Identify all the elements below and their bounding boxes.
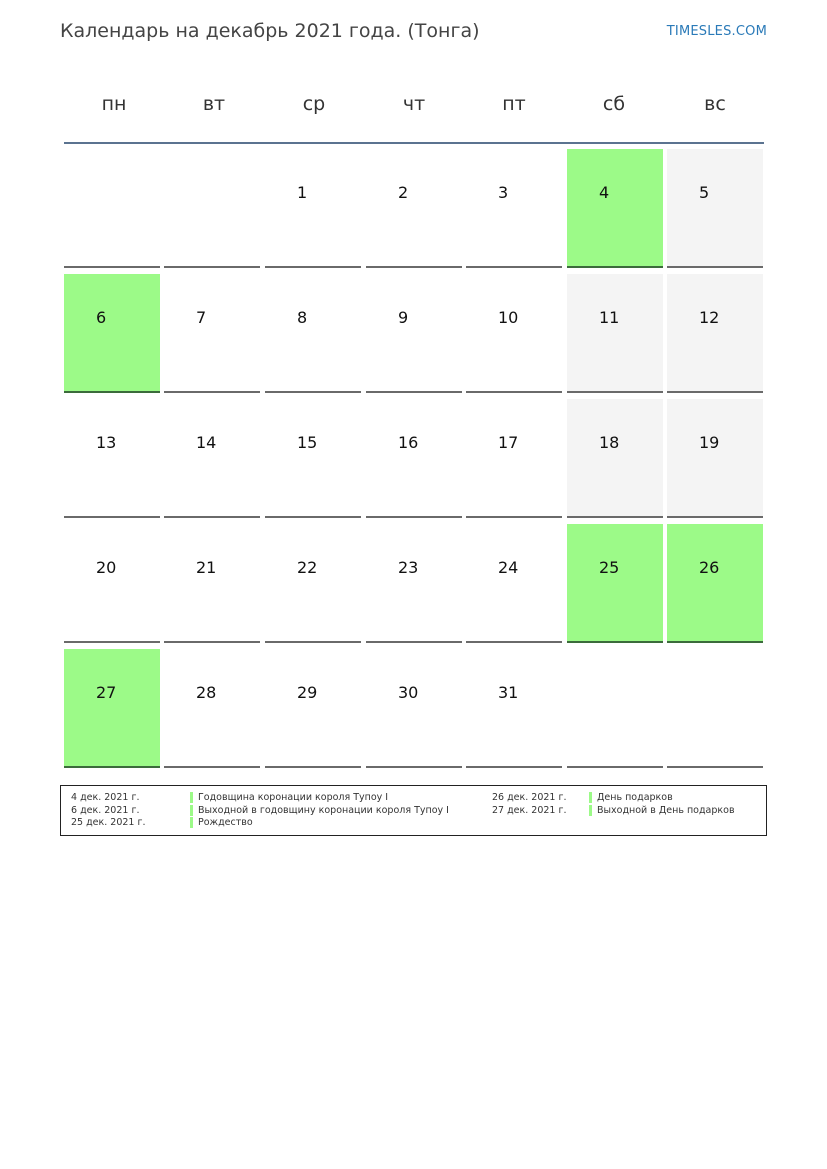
day-number: 15 [297, 433, 318, 452]
legend-date: 6 дек. 2021 г. [71, 804, 140, 816]
day-number: 18 [599, 433, 620, 452]
day-cell[interactable] [265, 274, 361, 393]
empty-cell [567, 649, 663, 768]
day-number: 28 [196, 683, 217, 702]
day-cell[interactable] [64, 274, 160, 393]
weekday-thu: чт [402, 93, 426, 115]
legend-color-marker [190, 817, 193, 828]
legend-holiday-name: Годовщина коронации короля Тупоу I [198, 792, 389, 803]
day-number: 3 [498, 183, 509, 202]
day-number: 13 [96, 433, 117, 452]
day-cell[interactable] [265, 649, 361, 768]
day-number: 6 [96, 308, 107, 327]
weekday-wed: ср [302, 93, 326, 115]
site-link[interactable]: TIMESLES.COM [666, 24, 767, 39]
legend-date: 26 дек. 2021 г. [492, 792, 567, 803]
day-number: 21 [196, 558, 217, 577]
day-cell[interactable] [667, 274, 763, 393]
day-cell[interactable] [64, 524, 160, 643]
day-cell[interactable] [64, 399, 160, 518]
day-cell[interactable] [366, 649, 462, 768]
legend-row [61, 805, 766, 817]
day-cell[interactable] [466, 399, 562, 518]
day-cell[interactable] [64, 649, 160, 768]
day-number: 27 [96, 683, 117, 702]
legend-holiday-name: Выходной в День подарков [597, 804, 735, 816]
day-cell[interactable] [366, 399, 462, 518]
weekday-mon: пн [101, 93, 127, 115]
empty-cell [667, 649, 763, 768]
legend-holiday-name: День подарков [597, 792, 673, 803]
day-number: 30 [398, 683, 419, 702]
day-number: 20 [96, 558, 117, 577]
day-number: 19 [699, 433, 720, 452]
weekday-sat: сб [602, 93, 626, 115]
day-number: 26 [699, 558, 720, 577]
day-number: 17 [498, 433, 519, 452]
legend-date: 25 дек. 2021 г. [71, 817, 146, 828]
day-number: 24 [498, 558, 519, 577]
weekday-header [64, 70, 764, 144]
day-number: 8 [297, 308, 308, 327]
day-number: 10 [498, 308, 519, 327]
day-number: 29 [297, 683, 318, 702]
day-number: 7 [196, 308, 207, 327]
legend-holiday-name: Выходной в годовщину коронации короля Тупоу I [198, 804, 449, 816]
day-number: 9 [398, 308, 409, 327]
day-cell[interactable] [567, 524, 663, 643]
day-cell[interactable] [164, 524, 260, 643]
day-cell[interactable] [667, 524, 763, 643]
legend-row [61, 817, 766, 829]
day-cell[interactable] [466, 649, 562, 768]
weekday-fri: пт [502, 93, 526, 115]
day-cell[interactable] [265, 149, 361, 268]
day-number: 11 [599, 308, 620, 327]
legend-row [61, 792, 766, 804]
day-cell[interactable] [567, 399, 663, 518]
holiday-legend [60, 785, 767, 836]
legend-color-marker [589, 792, 592, 803]
empty-cell [64, 149, 160, 268]
day-number: 14 [196, 433, 217, 452]
day-number: 12 [699, 308, 720, 327]
day-cell[interactable] [466, 274, 562, 393]
page-title: Календарь на декабрь 2021 года. (Тонга) [60, 20, 480, 42]
day-number: 16 [398, 433, 419, 452]
day-number: 31 [498, 683, 519, 702]
day-cell[interactable] [366, 274, 462, 393]
day-cell[interactable] [265, 524, 361, 643]
day-cell[interactable] [567, 274, 663, 393]
day-cell[interactable] [265, 399, 361, 518]
weekday-sun: вс [704, 93, 726, 115]
day-number: 25 [599, 558, 620, 577]
day-cell[interactable] [466, 524, 562, 643]
day-cell[interactable] [366, 149, 462, 268]
legend-holiday-name: Рождество [198, 817, 253, 828]
legend-date: 4 дек. 2021 г. [71, 792, 140, 803]
day-cell[interactable] [366, 524, 462, 643]
day-number: 22 [297, 558, 318, 577]
legend-date: 27 дек. 2021 г. [492, 804, 567, 816]
day-cell[interactable] [164, 649, 260, 768]
day-number: 1 [297, 183, 308, 202]
day-number: 4 [599, 183, 610, 202]
day-number: 23 [398, 558, 419, 577]
day-cell[interactable] [567, 149, 663, 268]
day-number: 2 [398, 183, 409, 202]
empty-cell [164, 149, 260, 268]
day-number: 5 [699, 183, 710, 202]
weekday-tue: вт [202, 93, 226, 115]
day-cell[interactable] [466, 149, 562, 268]
day-cell[interactable] [667, 149, 763, 268]
legend-color-marker [589, 805, 592, 816]
day-cell[interactable] [667, 399, 763, 518]
day-cell[interactable] [164, 399, 260, 518]
day-cell[interactable] [164, 274, 260, 393]
